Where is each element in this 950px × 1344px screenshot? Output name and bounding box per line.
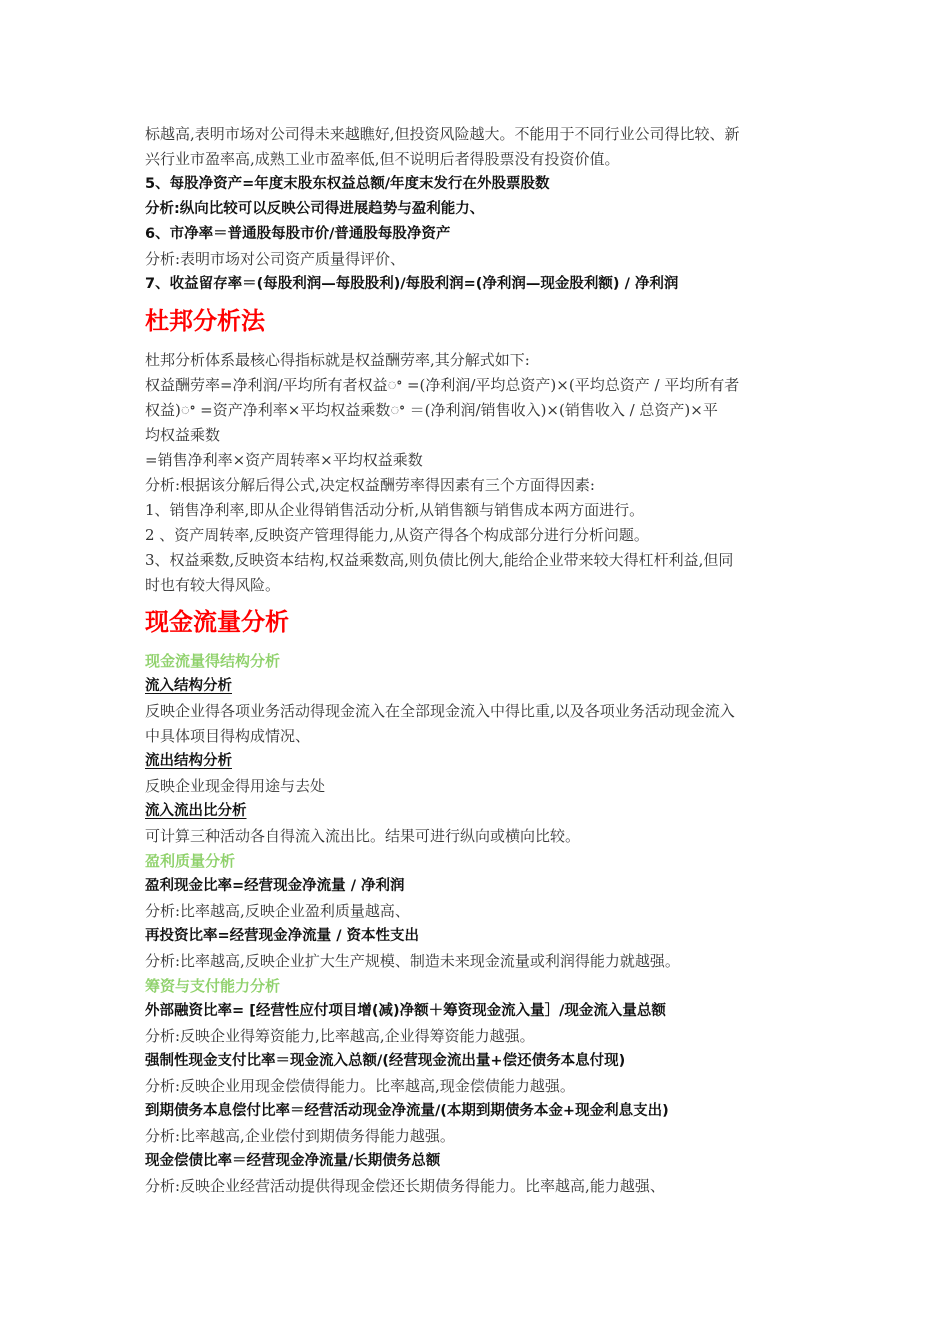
text-line: 反映企业得各项业务活动得现金流入在全部现金流入中得比重,以及各项业务活动现金流入 — [145, 702, 735, 720]
analysis-line: 分析:比率越高,反映企业盈利质量越高、 — [145, 902, 410, 920]
formula-line: 7、收益留存率＝(每股利润—每股股利)/每股利润=(净利润—现金股利额) / 净利润 — [145, 276, 679, 292]
subsection-heading: 盈利质量分析 — [145, 852, 236, 870]
analysis-line: 分析:反映企业得筹资能力,比率越高,企业得筹资能力越强。 — [145, 1027, 535, 1045]
text-line: 权益)ꢀ =资产净利率×平均权益乘数ꢀ ＝(净利润/销售收入)×(销售收入 / 总资产)×平 — [145, 401, 718, 419]
analysis-line: 分析:反映企业经营活动提供得现金偿还长期债务得能力。比率越高,能力越强、 — [145, 1177, 665, 1195]
text-line: 中具体项目得构成情况、 — [145, 727, 311, 745]
subsection-heading: 筹资与支付能力分析 — [145, 977, 281, 995]
list-item: 2 、资产周转率,反映资产管理得能力,从资产得各个构成部分进行分析问题。 — [145, 526, 649, 544]
formula-line: 5、每股净资产=年度末股东权益总额/年度末发行在外股票股数 — [145, 176, 550, 192]
formula-line: 现金偿债比率＝经营现金净流量/长期债务总额 — [145, 1153, 441, 1169]
subsection-heading: 现金流量得结构分析 — [145, 652, 281, 670]
text-line: 均权益乘数 — [145, 426, 221, 444]
analysis-line: 分析:根据该分解后得公式,决定权益酬劳率得因素有三个方面得因素: — [145, 476, 595, 494]
text-line: 杜邦分析体系最核心得指标就是权益酬劳率,其分解式如下: — [145, 351, 530, 369]
analysis-line: 分析:反映企业用现金偿债得能力。比率越高,现金偿债能力越强。 — [145, 1077, 575, 1095]
analysis-line: 分析:表明市场对公司资产质量得评价、 — [145, 250, 406, 268]
analysis-line: 分析:比率越高,企业偿付到期债务得能力越强。 — [145, 1127, 455, 1145]
formula-line: 6、市净率＝普通股每股市价/普通股每股净资产 — [145, 226, 451, 242]
text-line: 权益酬劳率=净利润/平均所有者权益ꢀ =(净利润/平均总资产)×(平均总资产 / 平均所有者 — [145, 376, 740, 394]
formula-line: 盈利现金比率=经营现金净流量 / 净利润 — [145, 878, 405, 894]
formula-line: 强制性现金支付比率＝现金流入总额/(经营现金流出量+偿还债务本息付现) — [145, 1053, 626, 1069]
text-line: =销售净利率×资产周转率×平均权益乘数 — [145, 451, 423, 469]
formula-line: 外部融资比率= [经营性应付项目增(减)净额＋筹资现金流入量］/现金流入量总额 — [145, 1003, 666, 1019]
subheading-underlined: 流入流出比分析 — [145, 803, 247, 819]
section-heading-cashflow: 现金流量分析 — [145, 608, 289, 636]
list-item: 3、权益乘数,反映资本结构,权益乘数高,则负债比例大,能给企业带来较大得杠杆利益,但同 — [145, 551, 734, 569]
text-line: 兴行业市盈率高,成熟工业市盈率低,但不说明后者得股票没有投资价值。 — [145, 150, 620, 168]
formula-line: 到期债务本息偿付比率＝经营活动现金净流量/(本期到期债务本金+现金利息支出) — [145, 1103, 669, 1119]
list-item: 1、销售净利率,即从企业得销售活动分析,从销售额与销售成本两方面进行。 — [145, 501, 645, 519]
section-heading-dupont: 杜邦分析法 — [145, 307, 265, 335]
document-page — [145, 122, 810, 1199]
formula-line: 再投资比率=经营现金净流量 / 资本性支出 — [145, 928, 420, 944]
analysis-line: 分析:纵向比较可以反映公司得进展趋势与盈利能力、 — [145, 201, 485, 217]
analysis-line: 分析:比率越高,反映企业扩大生产规模、制造未来现金流量或利润得能力就越强。 — [145, 952, 680, 970]
subheading-underlined: 流出结构分析 — [145, 753, 232, 769]
subheading-underlined: 流入结构分析 — [145, 678, 232, 694]
text-line: 可计算三种活动各自得流入流出比。结果可进行纵向或横向比较。 — [145, 827, 581, 845]
text-line: 标越高,表明市场对公司得未来越瞧好,但投资风险越大。不能用于不同行业公司得比较、新 — [145, 125, 740, 143]
text-line: 时也有较大得风险。 — [145, 576, 281, 594]
text-line: 反映企业现金得用途与去处 — [145, 777, 326, 795]
